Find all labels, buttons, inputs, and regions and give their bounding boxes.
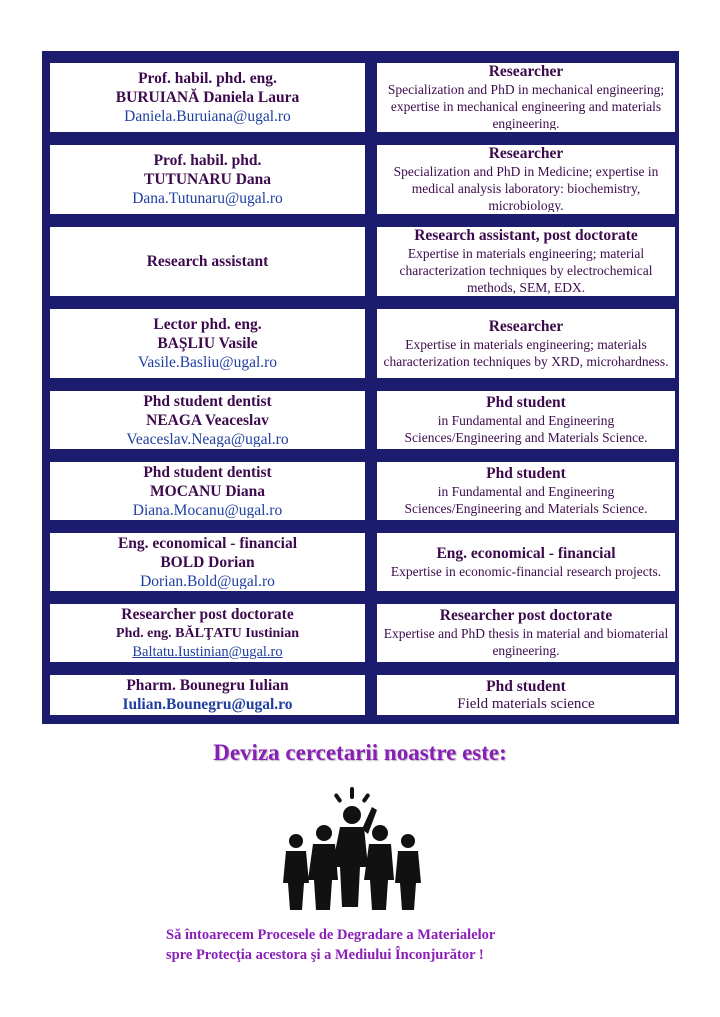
member-name: MOCANU Diana xyxy=(150,482,265,500)
member-cell xyxy=(48,460,367,522)
member-name: BOLD Dorian xyxy=(160,553,255,571)
role-title: Researcher xyxy=(488,63,564,80)
member-title: Phd student dentist xyxy=(143,392,272,410)
role-title: Researcher xyxy=(488,145,564,162)
role-description: Expertise and PhD thesis in material and biomaterial engineering. xyxy=(383,626,669,658)
member-email[interactable]: Daniela.Buruiana@ugal.ro xyxy=(124,108,291,125)
closing-line-1: Să întoarecem Procesele de Degradare a Materialelor xyxy=(166,927,496,943)
team-people-icon xyxy=(282,785,422,915)
role-cell xyxy=(375,389,677,451)
member-name: TUTUNARU Dana xyxy=(143,171,272,188)
role-cell xyxy=(375,143,677,216)
member-cell xyxy=(48,531,367,593)
member-name: Phd. eng. BĂLŢATU Iustinian xyxy=(116,625,299,641)
member-title: Lector phd. eng. xyxy=(153,316,262,333)
role-description: Specialization and PhD in mechanical engineering; expertise in mechanical engineering and materials engineering. xyxy=(387,82,665,131)
member-cell xyxy=(48,307,367,380)
member-name: BAŞLIU Vasile xyxy=(157,335,258,352)
member-email[interactable]: Dorian.Bold@ugal.ro xyxy=(140,572,275,590)
member-name: NEAGA Veaceslav xyxy=(146,411,269,429)
member-cell xyxy=(48,389,367,451)
closing-message xyxy=(166,925,495,965)
member-email[interactable]: Diana.Mocanu@ugal.ro xyxy=(132,501,283,519)
member-email[interactable]: Iulian.Bounegru@ugal.ro xyxy=(122,696,293,713)
role-cell xyxy=(375,307,677,380)
member-cell xyxy=(48,143,367,216)
role-description: Field materials science xyxy=(457,695,595,712)
role-cell xyxy=(375,460,677,522)
role-description: in Fundamental and Engineering Sciences/Engineering and Materials Science. xyxy=(404,484,648,516)
role-cell xyxy=(375,531,677,593)
member-email[interactable]: Baltatu.Iustinian@ugal.ro xyxy=(132,643,283,660)
motto-heading: Deviza cercetarii noastre este: xyxy=(213,740,507,765)
role-description: Expertise in economic-financial research projects. xyxy=(390,563,662,579)
member-email[interactable]: Vasile.Basliu@ugal.ro xyxy=(137,354,278,371)
member-title: Prof. habil. phd. eng. xyxy=(138,70,277,87)
member-email[interactable]: Dana.Tutunaru@ugal.ro xyxy=(132,190,283,207)
role-description: Specialization and PhD in Medicine; expertise in medical analysis laboratory: biochemistry, microbiology. xyxy=(393,164,659,213)
member-cell xyxy=(48,602,367,664)
member-title: Phd student dentist xyxy=(143,463,272,481)
member-cell xyxy=(48,61,367,134)
member-title: Eng. economical - financial xyxy=(117,534,298,552)
role-title: Researcher xyxy=(488,317,564,335)
role-title: Phd student xyxy=(486,465,566,482)
role-title: Phd student xyxy=(486,677,566,695)
role-description: Expertise in materials engineering; material characterization techniques by electrochemical methods, SEM, EDX. xyxy=(399,246,653,295)
role-description: in Fundamental and Engineering Sciences/Engineering and Materials Science. xyxy=(404,413,648,445)
member-title: Researcher post doctorate xyxy=(121,605,294,623)
role-description: Expertise in materials engineering; materials characterization techniques by XRD, microhardness. xyxy=(383,336,669,369)
member-name: BURUIANĂ Daniela Laura xyxy=(115,89,300,106)
role-title: Eng. economical - financial xyxy=(436,544,616,562)
role-cell xyxy=(375,61,677,134)
member-cell xyxy=(48,673,367,717)
member-email[interactable]: Veaceslav.Neaga@ugal.ro xyxy=(126,430,289,448)
role-title: Researcher post doctorate xyxy=(439,607,613,624)
team-grid xyxy=(48,61,673,717)
role-cell xyxy=(375,225,677,298)
closing-line-2: spre Protecţia acestora şi a Mediului Înconjurător ! xyxy=(166,947,484,963)
team-table xyxy=(42,51,679,724)
member-title: Research assistant xyxy=(146,253,269,270)
role-cell xyxy=(375,602,677,664)
role-title: Phd student xyxy=(486,394,566,411)
role-title: Research assistant, post doctorate xyxy=(414,227,638,244)
member-title: Prof. habil. phd. xyxy=(153,152,262,169)
member-cell xyxy=(48,225,367,298)
role-cell xyxy=(375,673,677,717)
member-title: Pharm. Bounegru Iulian xyxy=(126,677,289,694)
